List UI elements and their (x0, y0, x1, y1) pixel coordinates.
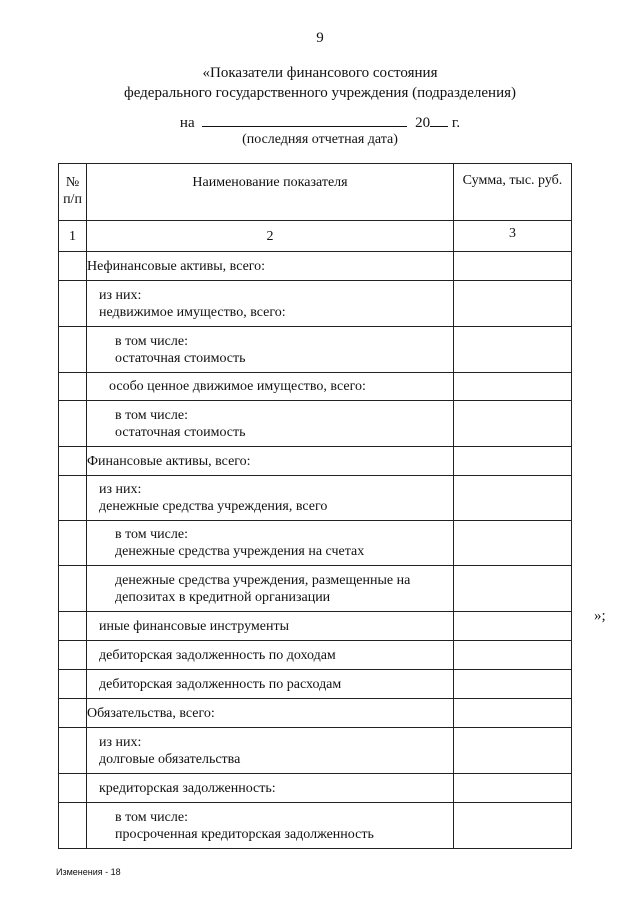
row-sum-cell[interactable] (454, 612, 572, 641)
row-label-cell: в том числе: остаточная стоимость (87, 327, 454, 373)
date-note: (последняя отчетная дата) (242, 132, 398, 147)
table-row (59, 774, 572, 803)
year-blank-field[interactable] (430, 114, 448, 127)
row-sum-cell[interactable] (454, 281, 572, 327)
row-number-cell (59, 476, 87, 521)
row-sum-cell[interactable] (454, 774, 572, 803)
row-sum-cell[interactable] (454, 476, 572, 521)
table-row (59, 373, 572, 401)
header-name: Наименование показателя (87, 164, 454, 221)
row-sum-cell[interactable] (454, 327, 572, 373)
table-row (59, 641, 572, 670)
row-sum-cell[interactable] (454, 521, 572, 566)
table-number-row (59, 221, 572, 252)
table-row (59, 476, 572, 521)
row-label-cell: из них: долговые обязательства (87, 728, 454, 774)
indicators-table (58, 163, 572, 849)
table-row (59, 327, 572, 373)
row-label-cell: из них: денежные средства учреждения, всего (87, 476, 454, 521)
table-row (59, 670, 572, 699)
table-row (59, 566, 572, 612)
row-number-cell (59, 373, 87, 401)
row-sum-cell[interactable] (454, 373, 572, 401)
row-number-cell (59, 521, 87, 566)
row-label-cell: денежные средства учреждения, размещенные на депозитах в кредитной организации (87, 566, 454, 612)
row-label-cell: кредиторская задолженность: (87, 774, 454, 803)
row-number-cell (59, 728, 87, 774)
row-label-cell: Нефинансовые активы, всего: (87, 252, 454, 281)
row-label-cell: Обязательства, всего: (87, 699, 454, 728)
number-cell-1: 1 (59, 221, 87, 252)
table-row (59, 447, 572, 476)
number-cell-2: 2 (87, 221, 454, 252)
row-label-cell: дебиторская задолженность по доходам (87, 641, 454, 670)
row-label-cell: в том числе: остаточная стоимость (87, 401, 454, 447)
row-label-cell: в том числе: денежные средства учреждения на счетах (87, 521, 454, 566)
row-label-cell: дебиторская задолженность по расходам (87, 670, 454, 699)
document-title (0, 63, 640, 103)
row-number-cell (59, 447, 87, 476)
row-label-cell: иные финансовые инструменты (87, 612, 454, 641)
row-number-cell (59, 566, 87, 612)
table-row (59, 699, 572, 728)
row-number-cell (59, 401, 87, 447)
table-row (59, 252, 572, 281)
table-row (59, 728, 572, 774)
year-suffix: г. (451, 115, 461, 131)
page-number: 9 (316, 30, 324, 46)
row-sum-cell[interactable] (454, 699, 572, 728)
row-sum-cell[interactable] (454, 728, 572, 774)
row-label-cell: Финансовые активы, всего: (87, 447, 454, 476)
title-line-1: «Показатели финансового состояния (202, 65, 438, 81)
row-number-cell (59, 699, 87, 728)
row-number-cell (59, 281, 87, 327)
table-row (59, 281, 572, 327)
row-sum-cell[interactable] (454, 447, 572, 476)
table-row (59, 401, 572, 447)
row-sum-cell[interactable] (454, 252, 572, 281)
date-line (0, 114, 640, 132)
date-blank-field[interactable] (202, 114, 407, 127)
row-sum-cell[interactable] (454, 641, 572, 670)
row-sum-cell[interactable] (454, 566, 572, 612)
row-number-cell (59, 803, 87, 849)
number-cell-3: 3 (454, 221, 572, 252)
row-number-cell (59, 612, 87, 641)
row-number-cell (59, 327, 87, 373)
row-number-cell (59, 774, 87, 803)
header-sum: Сумма, тыс. руб. (454, 164, 572, 221)
title-line-2: федерального государственного учреждения (подразделения) (123, 85, 517, 101)
row-label-cell: в том числе: просроченная кредиторская задолженность (87, 803, 454, 849)
row-number-cell (59, 252, 87, 281)
closing-quote-mark: »; (594, 608, 606, 624)
table-row (59, 612, 572, 641)
footer-note: Изменения - 18 (56, 867, 121, 877)
header-number: № п/п (59, 164, 87, 221)
year-prefix: 20 (415, 115, 431, 131)
row-sum-cell[interactable] (454, 670, 572, 699)
row-sum-cell[interactable] (454, 401, 572, 447)
date-prefix: на (179, 115, 195, 131)
table-header-row (59, 164, 572, 221)
table-row (59, 803, 572, 849)
row-label-cell: особо ценное движимое имущество, всего: (87, 373, 454, 401)
row-label-cell: из них: недвижимое имущество, всего: (87, 281, 454, 327)
row-sum-cell[interactable] (454, 803, 572, 849)
row-number-cell (59, 670, 87, 699)
row-number-cell (59, 641, 87, 670)
table-row (59, 521, 572, 566)
